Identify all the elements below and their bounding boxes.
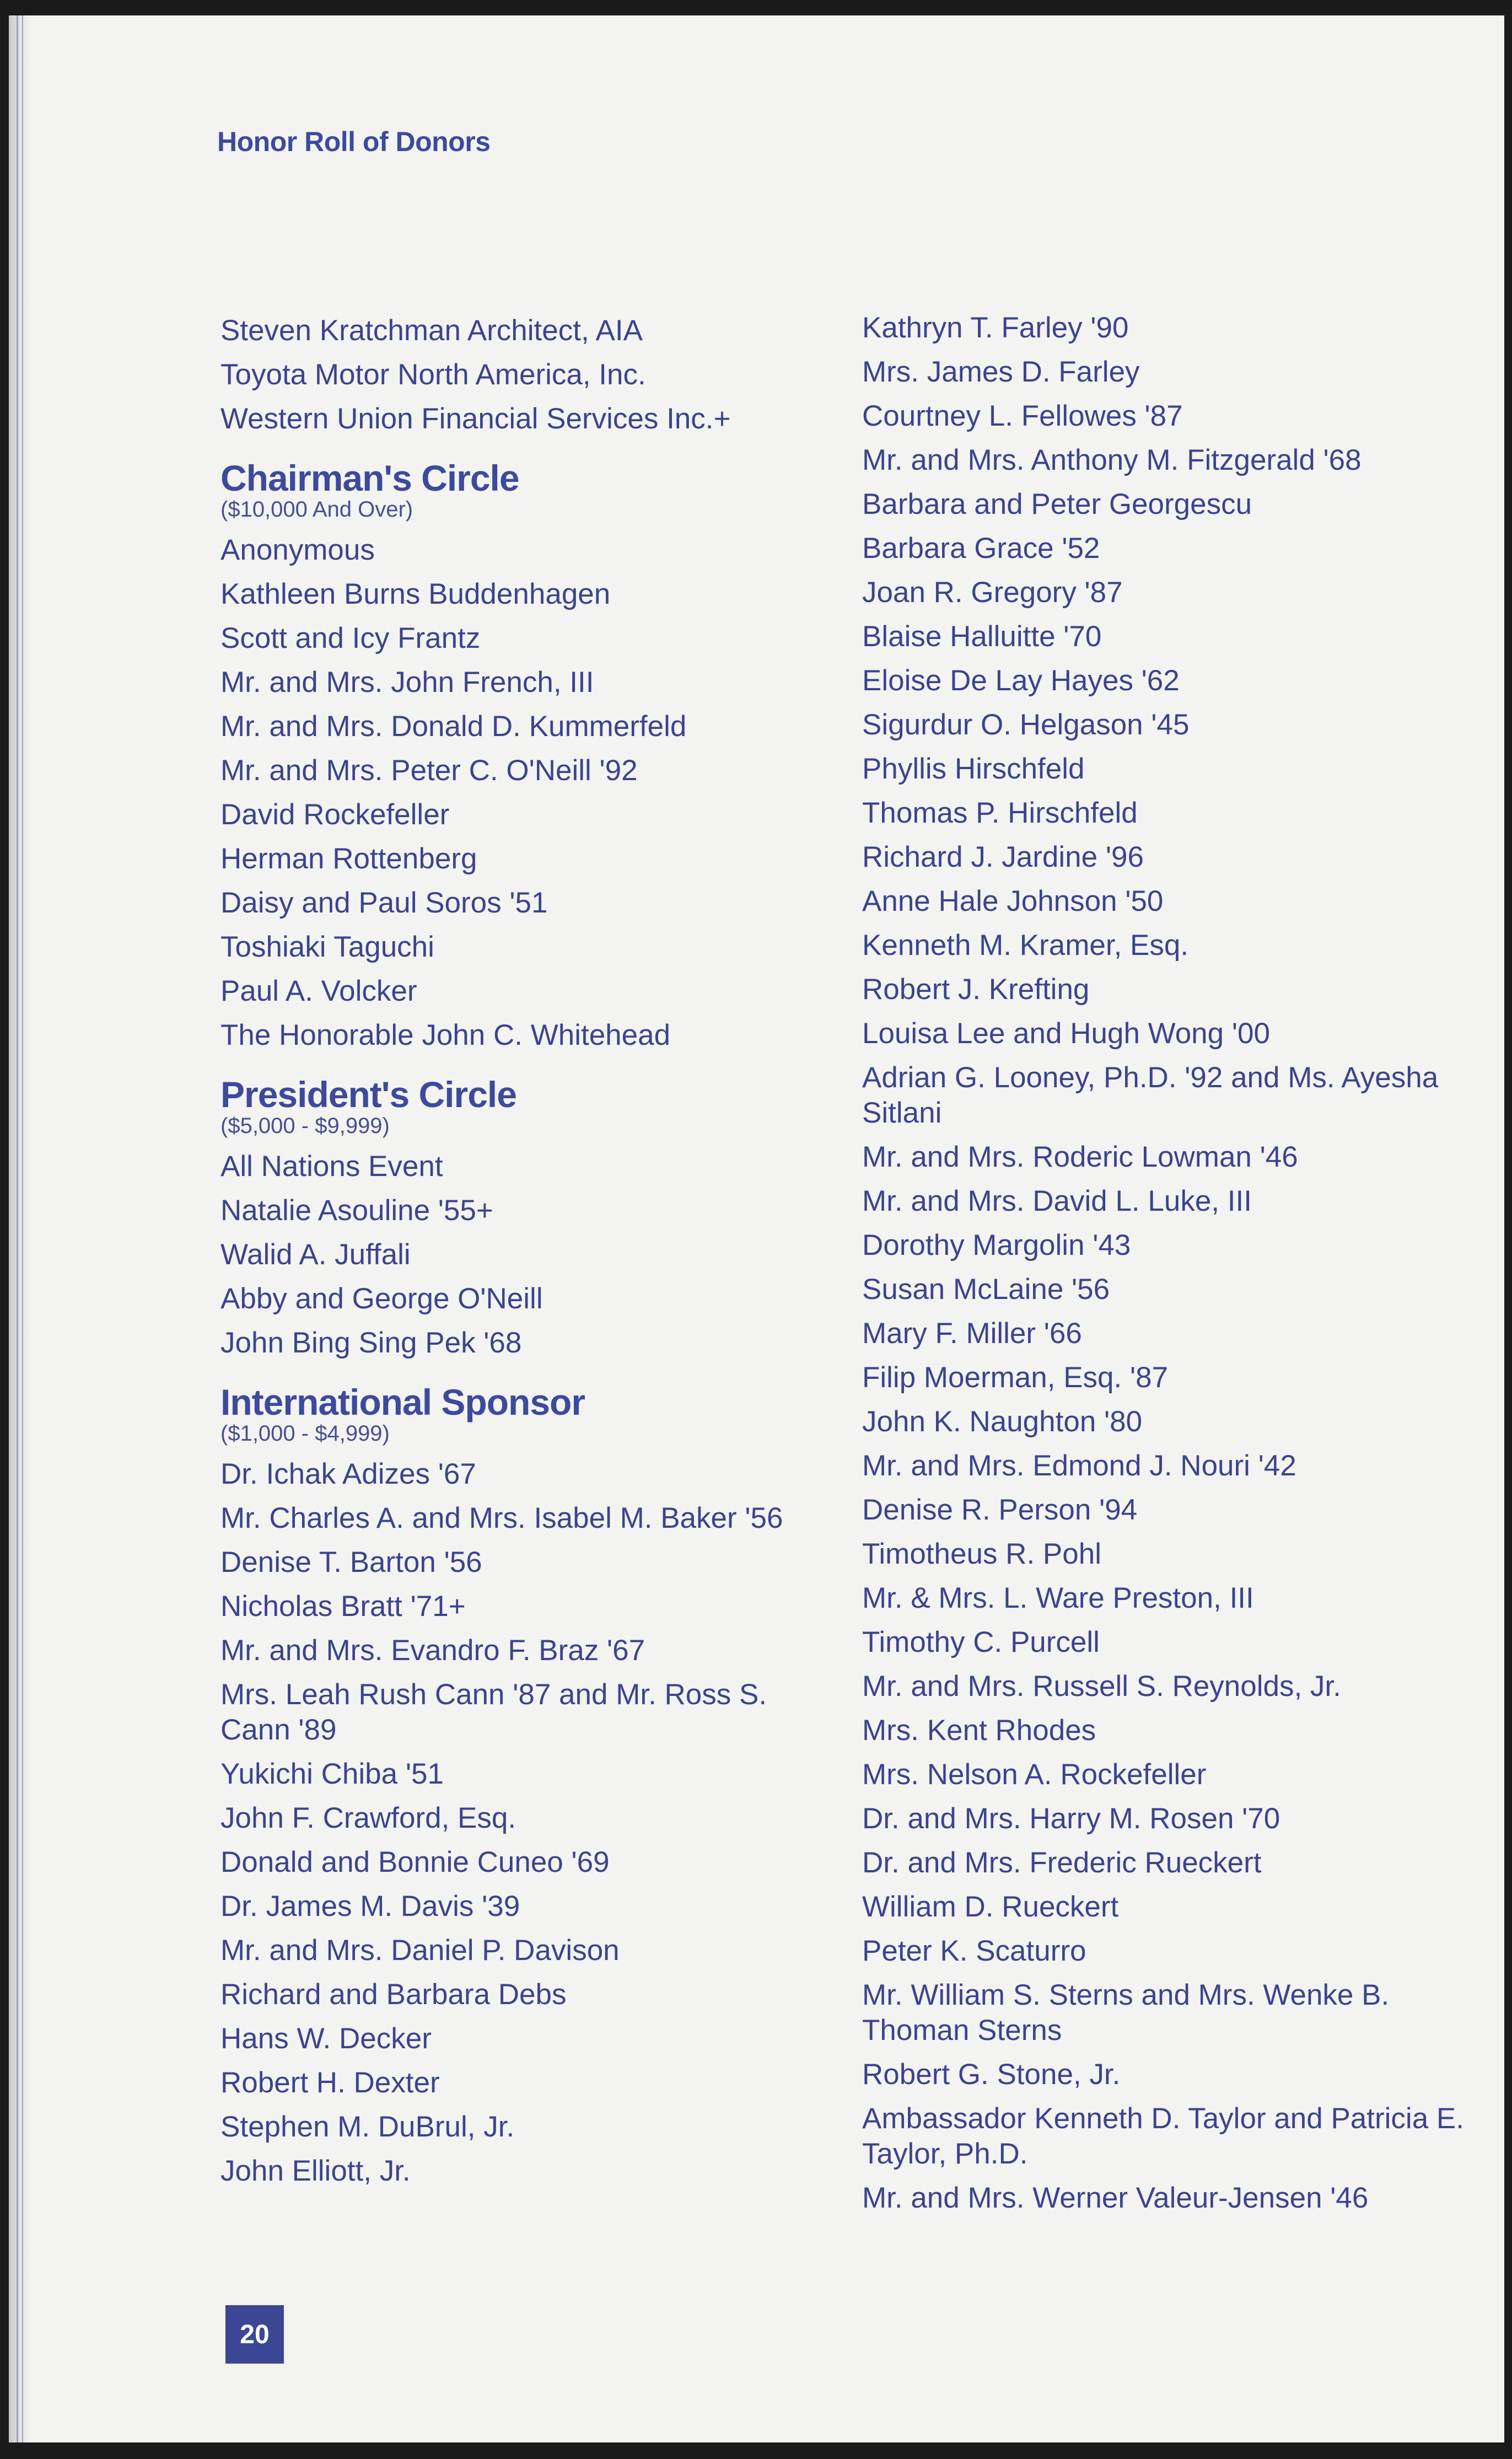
donor-entry: Mrs. Leah Rush Cann '87 and Mr. Ross S. Cann '89 [220,1678,767,1746]
section-title-presidents-circle: President's Circle [220,1074,516,1115]
donor-entry: Mr. & Mrs. L. Ware Preston, III [862,1582,1254,1614]
donor-entry: John Elliott, Jr. [220,2155,411,2187]
donor-entry: Mr. and Mrs. David L. Luke, III [862,1185,1252,1217]
section-range-international-sponsor: ($1,000 - $4,999) [220,1421,390,1446]
donor-entry: Louisa Lee and Hugh Wong '00 [862,1017,1270,1050]
donor-entry: Yukichi Chiba '51 [220,1758,444,1790]
donor-entry: Mr. and Mrs. Roderic Lowman '46 [862,1141,1298,1173]
donor-entry: Susan McLaine '56 [862,1273,1110,1306]
section-title-chairmans-circle: Chairman's Circle [220,458,519,498]
donor-entry: Robert H. Dexter [220,2066,440,2099]
chairmans-circle-list [220,533,843,1053]
international-sponsor-list [220,1457,843,2189]
donor-entry: Mr. and Mrs. Edmond J. Nouri '42 [862,1449,1296,1482]
donor-entry: John K. Naughton '80 [862,1405,1143,1438]
donor-entry: All Nations Event [220,1150,443,1183]
donor-entry: Stephen M. DuBrul, Jr. [220,2111,515,2143]
left-column [220,313,843,2198]
donor-entry: Nicholas Bratt '71+ [220,1590,466,1623]
donor-entry: Timotheus R. Pohl [862,1538,1101,1570]
donor-entry: Kathryn T. Farley '90 [862,312,1129,344]
donor-entry: Daisy and Paul Soros '51 [220,887,548,919]
donor-entry: Mr. and Mrs. Werner Valeur-Jensen '46 [862,2182,1369,2214]
spine-rule [22,15,23,2442]
donor-entry: Mr. Charles A. and Mrs. Isabel M. Baker '56 [220,1502,783,1534]
donor-entry: Hans W. Decker [220,2022,432,2055]
donor-entry: Adrian G. Looney, Ph.D. '92 and Ms. Ayesha Sitlani [862,1061,1439,1129]
donor-entry: Mr. and Mrs. Anthony M. Fitzgerald '68 [862,444,1362,476]
donor-entry: Toyota Motor North America, Inc. [220,358,646,391]
donor-entry: Blaise Halluitte '70 [862,620,1102,653]
donor-entry: Richard and Barbara Debs [220,1978,567,2011]
donor-entry: Paul A. Volcker [220,975,417,1007]
donor-entry: Dr. and Mrs. Frederic Rueckert [862,1846,1262,1879]
donor-entry: Toshiaki Taguchi [220,931,434,963]
donor-entry: Dr. Ichak Adizes '67 [220,1458,476,1490]
section-title-international-sponsor: International Sponsor [220,1382,585,1422]
donor-entry: Scott and Icy Frantz [220,622,481,654]
donor-entry: Mrs. James D. Farley [862,356,1140,388]
donor-entry: Mr. and Mrs. Evandro F. Braz '67 [220,1634,645,1667]
donor-entry: Kenneth M. Kramer, Esq. [862,929,1189,962]
donor-entry: Steven Kratchman Architect, AIA [220,314,643,347]
document-page [9,15,1504,2442]
donor-entry: John Bing Sing Pek '68 [220,1327,522,1359]
donor-entry: Mr. and Mrs. John French, III [220,666,594,699]
donor-entry: Mrs. Nelson A. Rockefeller [862,1758,1207,1791]
donor-entry: William D. Rueckert [862,1891,1119,1923]
section-range-chairmans-circle: ($10,000 And Over) [220,497,413,522]
donor-entry: Mary F. Miller '66 [862,1317,1082,1350]
donor-entry: Denise T. Barton '56 [220,1546,482,1579]
donor-entry: John F. Crawford, Esq. [220,1802,516,1834]
donor-entry: Richard J. Jardine '96 [862,841,1144,873]
donor-entry: Filip Moerman, Esq. '87 [862,1361,1169,1394]
donor-entry: Western Union Financial Services Inc.+ [220,402,731,435]
donor-entry: Barbara and Peter Georgescu [862,488,1252,520]
pre-entry-list [220,313,843,437]
donor-entry: Peter K. Scaturro [862,1935,1086,1967]
donor-entry: Walid A. Juffali [220,1238,411,1271]
donor-entry: Mr. and Mrs. Daniel P. Davison [220,1934,620,1967]
right-column-list [862,310,1485,2216]
donor-entry: Phyllis Hirschfeld [862,753,1085,785]
donor-entry: The Honorable John C. Whitehead [220,1019,671,1051]
donor-entry: Thomas P. Hirschfeld [862,797,1138,829]
donor-entry: Dr. James M. Davis '39 [220,1890,520,1923]
right-column [862,310,1485,2225]
donor-entry: Sigurdur O. Helgason '45 [862,708,1190,741]
binding-spine [9,15,31,2442]
page-number: 20 [225,2305,284,2364]
donor-entry: Abby and George O'Neill [220,1282,543,1315]
donor-entry: Mr. William S. Sterns and Mrs. Wenke B. Thoman Sterns [862,1979,1390,2047]
donor-entry: Mrs. Kent Rhodes [862,1714,1096,1747]
section-range-presidents-circle: ($5,000 - $9,999) [220,1114,390,1138]
donor-entry: Kathleen Burns Buddenhagen [220,578,611,610]
donor-entry: Courtney L. Fellowes '87 [862,400,1183,432]
donor-entry: Robert G. Stone, Jr. [862,2058,1121,2091]
running-head: Honor Roll of Donors [217,126,491,157]
donor-entry: Robert J. Krefting [862,973,1090,1006]
spine-rule [17,15,18,2442]
donor-entry: Natalie Asouline '55+ [220,1194,493,1227]
donor-entry: Barbara Grace '52 [862,532,1100,565]
donor-entry: Dorothy Margolin '43 [862,1229,1131,1261]
donor-entry: Timothy C. Purcell [862,1626,1100,1658]
donor-entry: David Rockefeller [220,798,450,831]
donor-entry: Mr. and Mrs. Peter C. O'Neill '92 [220,754,638,787]
donor-entry: Anonymous [220,534,375,566]
donor-entry: Ambassador Kenneth D. Taylor and Patricia E. Taylor, Ph.D. [862,2102,1464,2170]
donor-entry: Anne Hale Johnson '50 [862,885,1164,917]
donor-entry: Joan R. Gregory '87 [862,576,1123,609]
donor-entry: Donald and Bonnie Cuneo '69 [220,1846,610,1878]
donor-entry: Eloise De Lay Hayes '62 [862,664,1180,697]
donor-entry: Mr. and Mrs. Donald D. Kummerfeld [220,710,687,743]
presidents-circle-list [220,1149,843,1361]
donor-entry: Dr. and Mrs. Harry M. Rosen '70 [862,1802,1280,1835]
donor-entry: Herman Rottenberg [220,842,477,875]
donor-entry: Mr. and Mrs. Russell S. Reynolds, Jr. [862,1670,1341,1703]
donor-entry: Denise R. Person '94 [862,1494,1138,1526]
